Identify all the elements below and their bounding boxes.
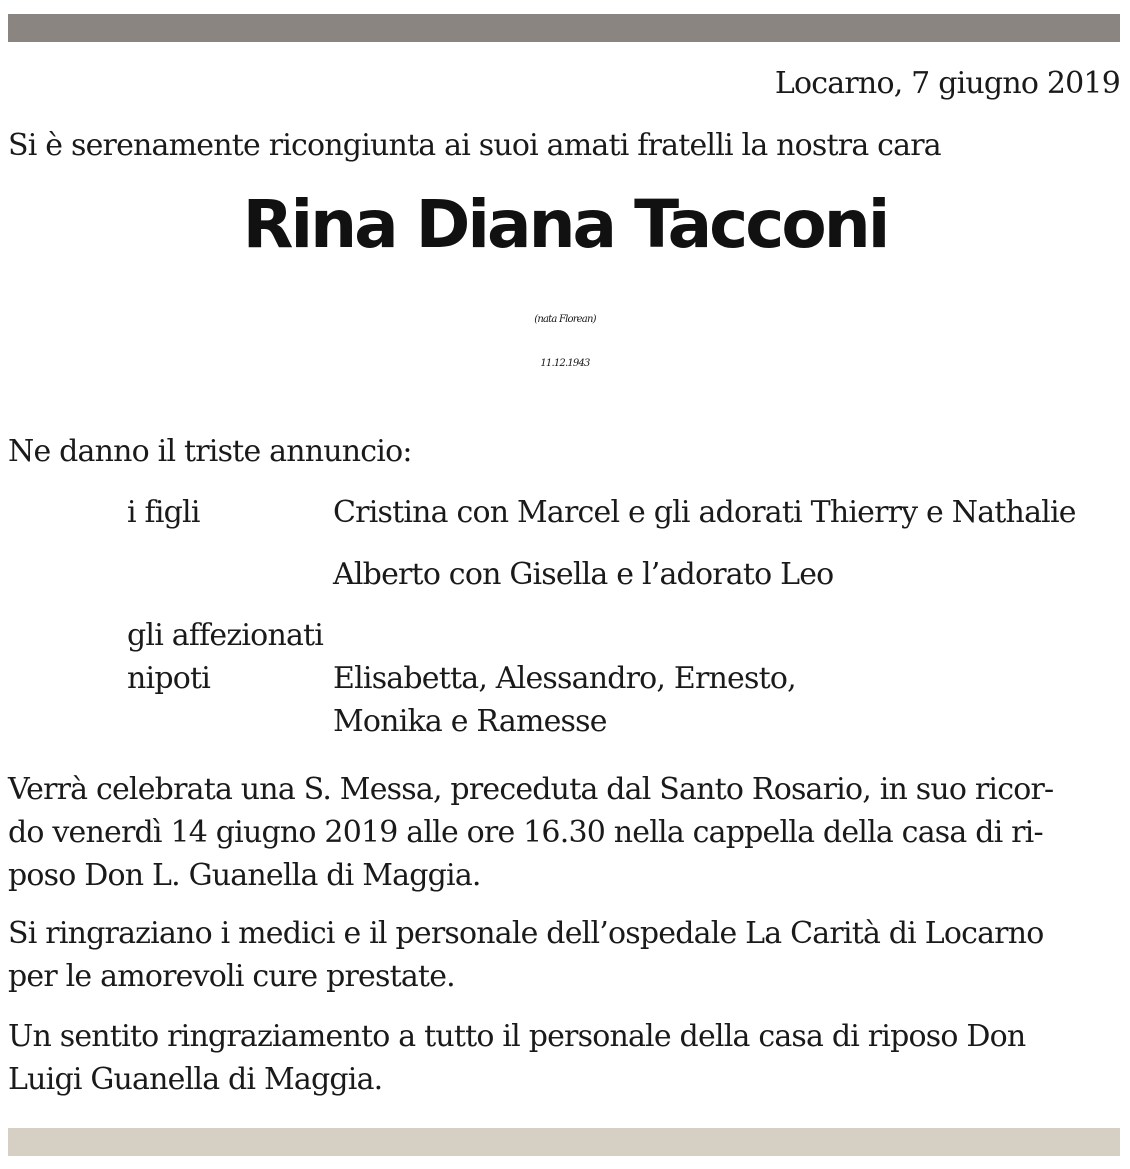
children-label: i figli (127, 495, 200, 530)
dateline: Locarno, 7 giugno 2019 (774, 66, 1120, 101)
paragraph-line: poso Don L. Guanella di Maggia. (8, 858, 481, 893)
paragraph-line: per le amorevoli cure prestate. (8, 959, 455, 994)
deceased-name: Rina Diana Tacconi (242, 186, 888, 263)
paragraph-line: do venerdì 14 giugno 2019 alle ore 16.30 nella cappella della casa di ri- (8, 815, 1043, 850)
mass-notice-paragraph (8, 768, 1120, 897)
paragraph-line: Luigi Guanella di Maggia. (8, 1062, 383, 1097)
top-border-bar (8, 14, 1120, 42)
paragraph-line: Verrà celebrata una S. Messa, preceduta dal Santo Rosario, in suo ricor- (8, 772, 1054, 807)
grandchildren-line: Monika e Ramesse (333, 704, 607, 739)
maiden-name: (nata Florean) (534, 314, 596, 325)
bottom-border-bar (8, 1128, 1120, 1156)
intro-text: Si è serenamente ricongiunta ai suoi amati fratelli la nostra cara (8, 128, 941, 163)
paragraph-line: Si ringraziano i medici e il personale dell’ospedale La Carità di Locarno (8, 916, 1044, 951)
birth-date: 11.12.1943 (540, 358, 590, 369)
thanks-hospital-paragraph (8, 912, 1120, 998)
paragraph-line: Un sentito ringraziamento a tutto il personale della casa di riposo Don (8, 1019, 1026, 1054)
grandchildren-label: nipoti (127, 661, 211, 696)
grandchildren-label: gli affezionati (127, 618, 324, 653)
children-line: Cristina con Marcel e gli adorati Thierry e Nathalie (333, 495, 1076, 530)
thanks-home-paragraph (8, 1015, 1120, 1101)
grandchildren-line: Elisabetta, Alessandro, Ernesto, (333, 661, 796, 696)
children-line: Alberto con Gisella e l’adorato Leo (333, 557, 834, 592)
announcement-heading: Ne danno il triste annuncio: (8, 434, 412, 469)
